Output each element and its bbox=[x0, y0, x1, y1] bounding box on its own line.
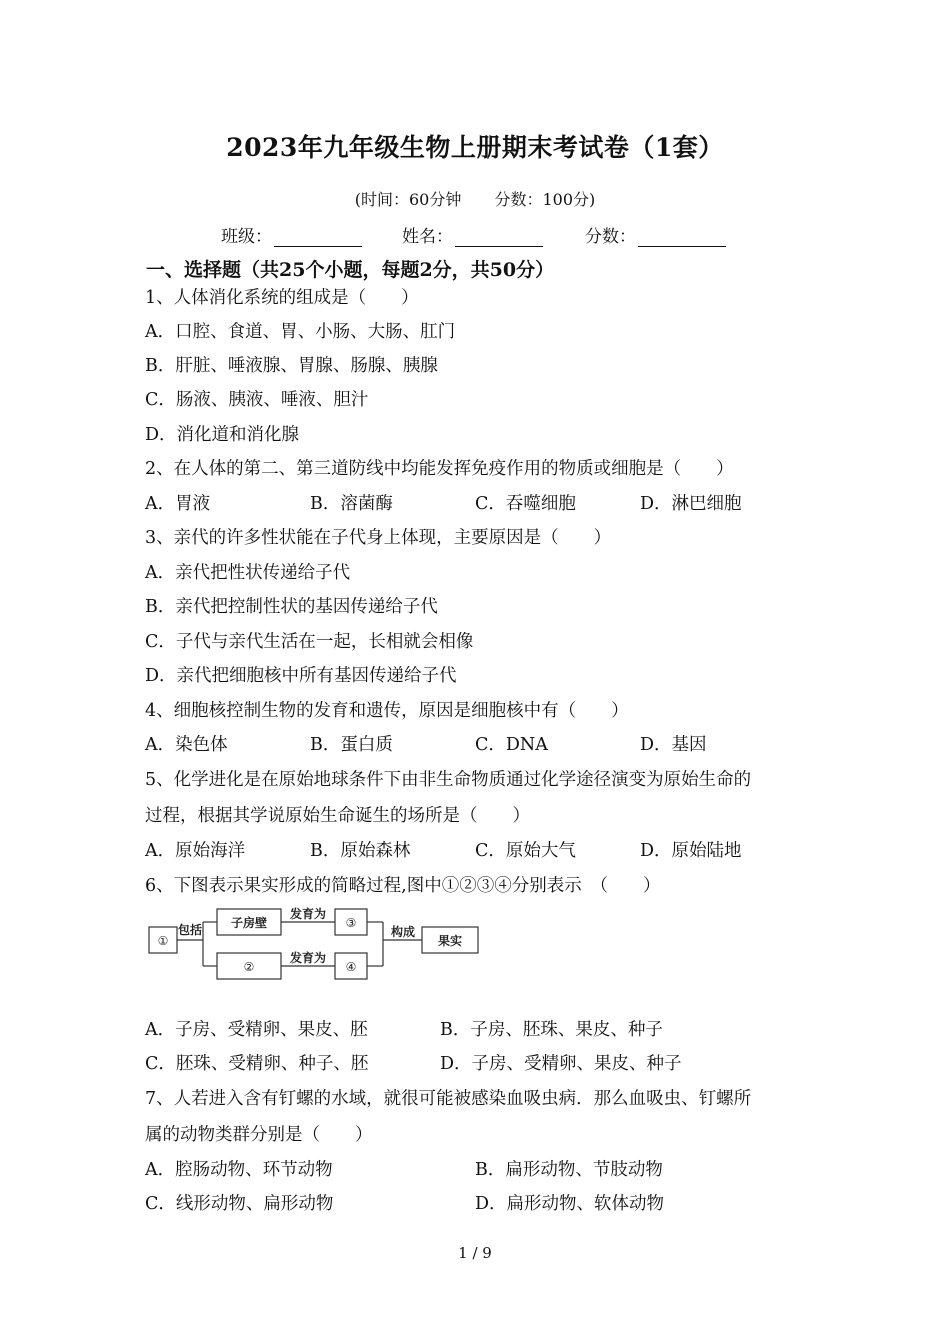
option: C．原始大气 bbox=[475, 841, 576, 861]
option: A．口腔、食道、胃、小肠、大肠、肛门 bbox=[145, 322, 456, 342]
option: D．亲代把细胞核中所有基因传递给子代 bbox=[145, 666, 457, 686]
option: C．肠液、胰液、唾液、胆汁 bbox=[145, 390, 369, 410]
option: D．消化道和消化腺 bbox=[145, 425, 300, 445]
section-title: 一、选择题（共25个小题，每题2分，共50分） bbox=[146, 259, 555, 281]
class-label: 班级： bbox=[221, 227, 272, 247]
question-stem-continued: 属的动物类群分别是（ ） bbox=[145, 1125, 373, 1145]
option: B．肝脏、唾液腺、胃腺、肠腺、胰腺 bbox=[145, 356, 438, 376]
question-stem: 2、在人体的第二、第三道防线中均能发挥免疫作用的物质或细胞是（ ） bbox=[145, 459, 734, 479]
option: C．胚珠、受精卵、种子、胚 bbox=[145, 1054, 369, 1074]
option: B．蛋白质 bbox=[310, 735, 393, 755]
page-title: 2023年九年级生物上册期末考试卷（1套） bbox=[226, 133, 724, 162]
option: B．亲代把控制性状的基因传递给子代 bbox=[145, 597, 438, 617]
option: A．腔肠动物、环节动物 bbox=[145, 1160, 333, 1180]
option: A．染色体 bbox=[145, 735, 228, 755]
label-box-2: ② bbox=[243, 960, 255, 974]
question-stem-continued: 过程，根据其学说原始生命诞生的场所是（ ） bbox=[145, 806, 530, 826]
question-stem: 7、人若进入含有钉螺的水域，就很可能被感染血吸虫病．那么血吸虫、钉螺所 bbox=[145, 1089, 752, 1109]
option: D．淋巴细胞 bbox=[640, 494, 742, 514]
score-field bbox=[585, 222, 726, 247]
label-box-4: ④ bbox=[345, 960, 357, 974]
option: C．DNA bbox=[475, 735, 548, 755]
name-field bbox=[402, 222, 543, 247]
page-number: 1 / 9 bbox=[458, 1244, 492, 1262]
question-stem: 1、人体消化系统的组成是（ ） bbox=[145, 288, 419, 308]
option: B．原始森林 bbox=[310, 841, 411, 861]
label-fruit: 果实 bbox=[437, 934, 463, 948]
fruit-formation-diagram bbox=[147, 905, 482, 980]
question-stem: 3、亲代的许多性状能在子代身上体现，主要原因是（ ） bbox=[145, 528, 612, 548]
option: D．扁形动物、软体动物 bbox=[475, 1194, 665, 1214]
exam-meta bbox=[0, 187, 950, 210]
label-box-1: ① bbox=[157, 934, 169, 948]
option: C．子代与亲代生活在一起，长相就会相像 bbox=[145, 632, 474, 652]
option: B．扁形动物、节肢动物 bbox=[475, 1160, 663, 1180]
label-ovary-wall: 子房壁 bbox=[230, 916, 268, 930]
option: D．原始陆地 bbox=[640, 841, 742, 861]
option: A．原始海洋 bbox=[145, 841, 246, 861]
score-label: 分数： bbox=[585, 227, 636, 247]
name-blank bbox=[455, 228, 543, 247]
question-stem: 4、细胞核控制生物的发育和遗传，原因是细胞核中有（ ） bbox=[145, 701, 629, 721]
option: D．基因 bbox=[640, 735, 707, 755]
class-field bbox=[221, 222, 362, 247]
name-label: 姓名： bbox=[402, 227, 453, 247]
option: A．亲代把性状传递给子代 bbox=[145, 563, 351, 583]
option: B．子房、胚珠、果皮、种子 bbox=[440, 1020, 663, 1040]
exam-total-score: 分数：100分) bbox=[494, 190, 596, 209]
option: A．胃液 bbox=[145, 494, 211, 514]
option: B．溶菌酶 bbox=[310, 494, 393, 514]
label-box-3: ③ bbox=[345, 916, 357, 930]
option: C．线形动物、扁形动物 bbox=[145, 1194, 334, 1214]
class-blank bbox=[274, 228, 362, 247]
label-develop-1: 发育为 bbox=[289, 907, 327, 921]
question-stem: 5、化学进化是在原始地球条件下由非生命物质通过化学途径演变为原始生命的 bbox=[145, 770, 752, 790]
question-stem: 6、下图表示果实形成的简略过程,图中①②③④分别表示 （ ） bbox=[145, 876, 661, 896]
exam-time: (时间：60分钟 bbox=[354, 190, 462, 209]
label-form: 构成 bbox=[390, 925, 416, 939]
score-blank bbox=[638, 228, 726, 247]
option: C．吞噬细胞 bbox=[475, 494, 576, 514]
label-develop-2: 发育为 bbox=[289, 951, 327, 965]
label-include: 包括 bbox=[178, 923, 203, 937]
option: A．子房、受精卵、果皮、胚 bbox=[145, 1020, 368, 1040]
option: D．子房、受精卵、果皮、种子 bbox=[440, 1054, 682, 1074]
